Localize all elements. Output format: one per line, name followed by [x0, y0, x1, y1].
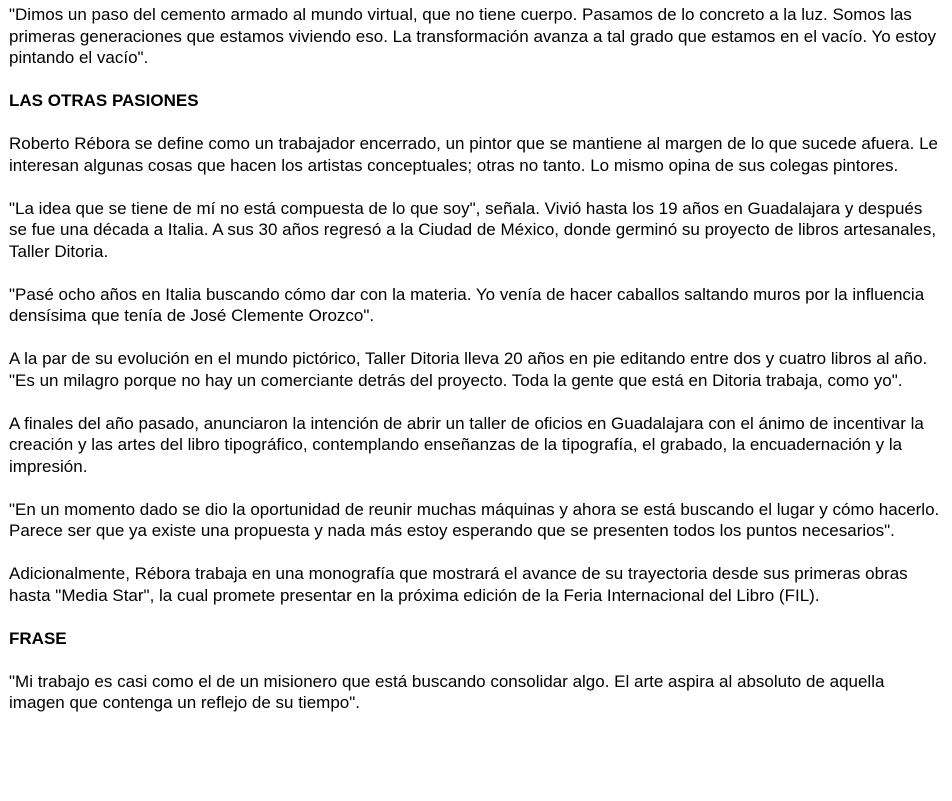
- paragraph-italia: "Pasé ocho años en Italia buscando cómo dar con la materia. Yo venía de hacer caballos saltando muros por la influencia densísima que tenía de José Clemente Orozco".: [9, 284, 925, 325]
- heading-frase: FRASE: [9, 628, 67, 648]
- paragraph-frase-quote: "Mi trabajo es casi como el de un misionero que está buscando consolidar algo. El arte aspira al absoluto de aquella imagen que contenga un reflejo de su tiempo".: [9, 671, 885, 712]
- paragraph-quote-virtual-world: "Dimos un paso del cemento armado al mundo virtual, que no tiene cuerpo. Pasamos de lo concreto a la luz. Somos las primeras generaciones que estamos viviendo eso. La transformación avanza a tal grado que estamos en el vacío. Yo estoy pintando el vacío".: [9, 5, 937, 67]
- paragraph-taller-ditoria: A la par de su evolución en el mundo pictórico, Taller Ditoria lleva 20 años en pie editando entre dos y cuatro libros al año. "Es un milagro porque no hay un comerciante detrás del proyecto. Toda la gente que está en Ditoria trabaja, como yo".: [9, 349, 928, 390]
- paragraph-taller-oficios: A finales del año pasado, anunciaron la intención de abrir un taller de oficios en Guadalajara con el ánimo de incentivar la creación y las artes del libro tipográfico, contemplando enseñanzas de la tipografía, el grabado, la encuadernación y la impresión.: [9, 413, 924, 476]
- paragraph-maquinas: "En un momento dado se dio la oportunidad de reunir muchas máquinas y ahora se está buscando el lugar y cómo hacerlo. Parece ser que ya existe una propuesta y nada más estoy esperando que se presenten todos los puntos necesarios".: [9, 499, 940, 540]
- paragraph-idea-de-mi: "La idea que se tiene de mí no está compuesta de lo que soy", señala. Vivió hasta los 19 años en Guadalajara y después se fue una década a Italia. A sus 30 años regresó a la Ciudad de México, donde germinó su proyecto de libros artesanales, Taller Ditoria.: [9, 198, 937, 261]
- paragraph-monografia: Adicionalmente, Rébora trabaja en una monografía que mostrará el avance de su trayectoria desde sus primeras obras hasta "Media Star", la cual promete presentar en la próxima edición de la Feria Internacional del Libro (FIL).: [9, 564, 908, 605]
- heading-otras-pasiones: LAS OTRAS PASIONES: [9, 91, 199, 110]
- paragraph-trabajador-encerrado: Roberto Rébora se define como un trabajador encerrado, un pintor que se mantiene al margen de lo que sucede afuera. Le interesan algunas cosas que hacen los artistas conceptuales; otras no tanto. Lo mismo opina de sus colegas pintores.: [9, 134, 938, 175]
